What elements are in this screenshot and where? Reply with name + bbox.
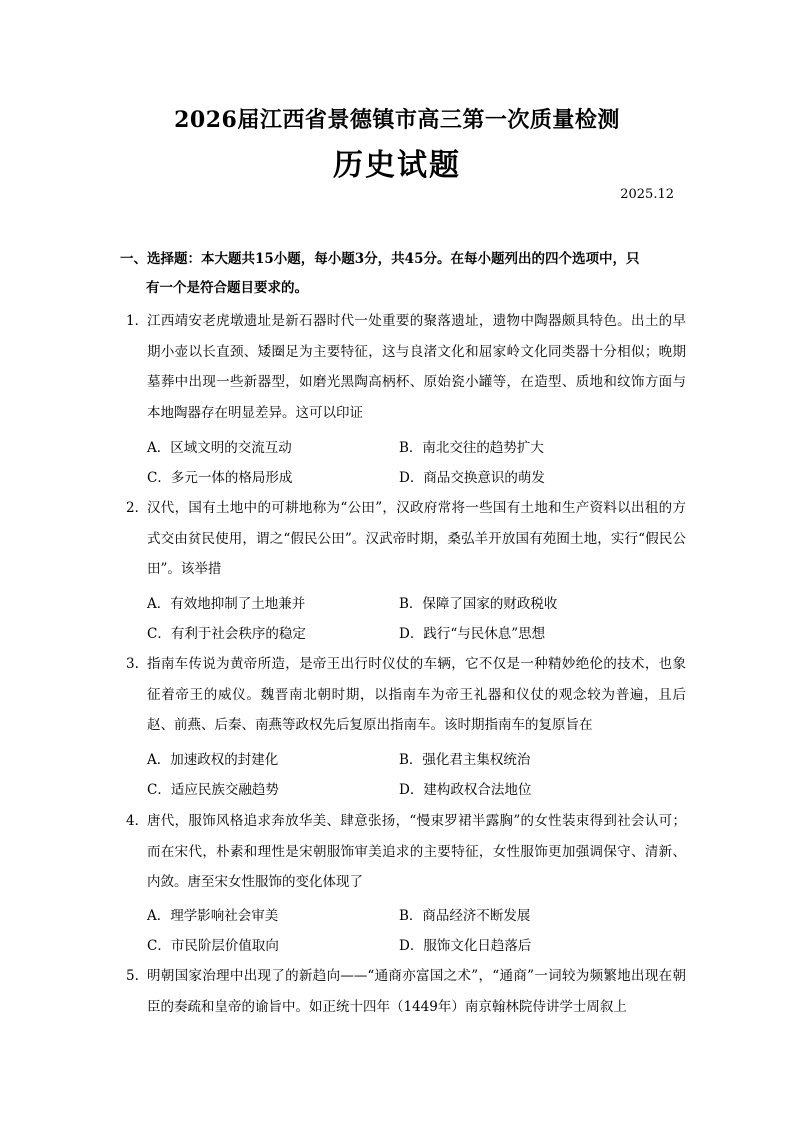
question-number: 5.	[126, 968, 139, 984]
option-c: C．多元一体的格局形成	[147, 470, 293, 486]
option-d: D．服饰文化日趋落后	[399, 938, 532, 954]
exam-title: 2026届江西省景德镇市高三第一次质量检测	[174, 107, 620, 133]
option-a: A．加速政权的封建化	[147, 752, 279, 768]
question-2	[126, 493, 686, 585]
option-c: C．有利于社会秩序的稳定	[147, 626, 306, 642]
option-d: D．商品交换意识的萌发	[399, 470, 545, 486]
option-a: A．理学影响社会审美	[147, 908, 279, 924]
question-stem: 汉代，国有土地中的可耕地称为“公田”，汉政府常将一些国有土地和生产资料以出租的方式交由贫民使用，谓之“假民公田”。汉武帝时期，桑弘羊开放国有苑囿土地，实行“假民公田”。该举措	[147, 500, 686, 578]
section-heading-line1: 一、选择题：本大题共15小题，每小题3分，共45分。在每小题列出的四个选项中，只	[120, 251, 640, 267]
question-3	[126, 649, 686, 741]
exam-date: 2025.12	[620, 187, 674, 202]
question-stem: 指南车传说为黄帝所造，是帝王出行时仪仗的车辆，它不仅是一种精妙绝伦的技术，也象征着帝王的威仪。魏晋南北朝时期，以指南车为帝王礼器和仪仗的观念较为普遍，且后赵、前燕、后秦、南燕等政权先后复原出指南车。该时期指南车的复原旨在	[147, 656, 686, 734]
question-stem: 明朝国家治理中出现了的新趋向——“通商亦富国之术”，“通商”一词较为频繁地出现在朝臣的奏疏和皇帝的谕旨中。如正统十四年（1449年）南京翰林院侍讲学士周叙上	[147, 968, 686, 1015]
option-c: C．市民阶层价值取向	[147, 938, 279, 954]
option-d: D．践行“与民休息”思想	[399, 626, 546, 642]
option-b: B．强化君主集权统治	[399, 752, 531, 768]
section-heading-line2: 有一个是符合题目要求的。	[146, 280, 308, 296]
question-number: 2．	[126, 500, 149, 516]
exam-subject: 历史试题	[333, 148, 461, 183]
option-c: C．适应民族交融趋势	[147, 782, 279, 798]
question-number: 3.	[126, 656, 139, 672]
option-b: B．商品经济不断发展	[399, 908, 531, 924]
option-a: A．有效地抑制了土地兼并	[147, 596, 306, 612]
option-b: B．南北交往的趋势扩大	[399, 440, 544, 456]
option-b: B．保障了国家的财政税收	[399, 596, 558, 612]
question-1	[126, 306, 686, 428]
question-number: 4．	[126, 813, 149, 829]
question-5	[126, 961, 686, 1022]
option-d: D．建构政权合法地位	[399, 782, 532, 798]
question-stem: 江西靖安老虎墩遗址是新石器时代一处重要的聚落遗址，遗物中陶器颇具特色。出土的早期小壶以长直颈、矮圈足为主要特征，这与良渚文化和屈家岭文化同类器十分相似；晚期墓葬中出现一些新器型，如磨光黑陶高柄杯、原始瓷小罐等，在造型、质地和纹饰方面与本地陶器存在明显差异。这可以印证	[147, 313, 686, 421]
section-heading	[120, 245, 680, 303]
question-4	[126, 806, 686, 898]
question-stem: 唐代，服饰风格追求奔放华美、肆意张扬，“慢束罗裙半露胸”的女性装束得到社会认可；而在宋代，朴素和理性是宋朝服饰审美追求的主要特征，女性服饰更加强调保守、清新、内敛。唐至宋女性服饰的变化体现了	[147, 813, 686, 891]
option-a: A．区域文明的交流互动	[147, 440, 292, 456]
question-number: 1．	[126, 313, 149, 329]
